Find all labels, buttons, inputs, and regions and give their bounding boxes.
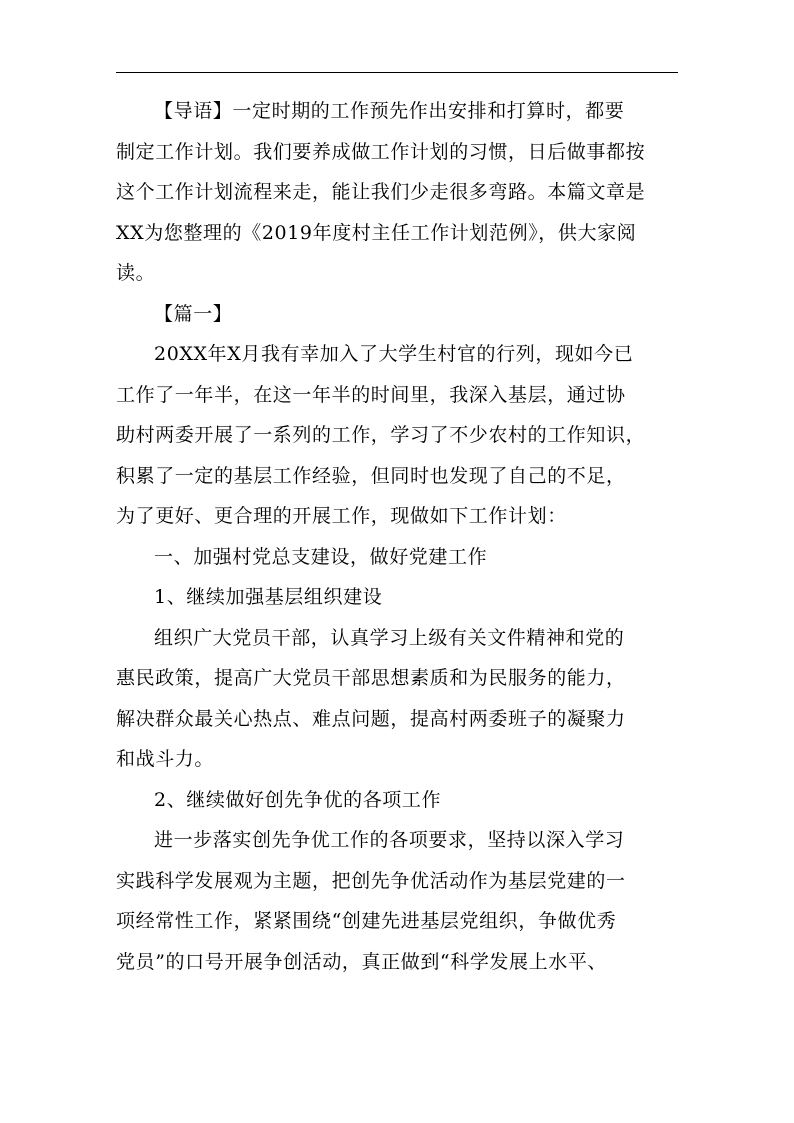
intro-line: 读。: [116, 262, 156, 284]
excellence-line: 进一步落实创先争优工作的各项要求，坚持以深入学习: [154, 829, 625, 851]
heading-party-building: 一、加强村党总支建设，做好党建工作: [154, 545, 488, 568]
organization-paragraph: [116, 618, 678, 780]
opening-line: 工作了一年半，在这一年半的时间里，我深入基层，通过协: [116, 383, 626, 406]
excellence-line: 项经常性工作，紧紧围绕“创建先进基层党组织，争做优秀: [116, 910, 617, 932]
organization-line: 组织广大党员干部，认真学习上级有关文件精神和党的: [154, 626, 625, 649]
organization-line: 和战斗力。: [116, 748, 215, 770]
section-title: 【篇一】: [154, 302, 233, 325]
organization-line: 解决群众最关心热点、难点问题，提高村两委班子的凝聚力: [116, 707, 626, 730]
opening-line: 为了更好、更合理的开展工作，现做如下工作计划：: [116, 505, 567, 527]
header-rule: [116, 72, 678, 73]
intro-line: XX为您整理的《2019年度村主任工作计划范例》，供大家阅: [116, 221, 637, 244]
opening-line: 助村两委开展了一系列的工作，学习了不少农村的工作知识，: [116, 424, 646, 446]
opening-line: 20XX年X月我有幸加入了大学生村官的行列，现如今已: [154, 343, 634, 365]
opening-line: 积累了一定的基层工作经验，但同时也发现了自己的不足，: [116, 464, 626, 487]
excellence-line: 党员”的口号开展争创活动，真正做到“科学发展上水平、: [116, 950, 608, 973]
excellence-paragraph: [116, 820, 678, 982]
opening-paragraph: [116, 334, 678, 537]
document-body: [116, 91, 678, 982]
intro-line: 【导语】一定时期的工作预先作出安排和打算时，都要: [154, 100, 625, 122]
subheading-excellence: 2、继续做好创先争优的各项工作: [154, 788, 442, 811]
organization-line: 惠民政策，提高广大党员干部思想素质和为民服务的能力，: [116, 667, 626, 689]
intro-line: 制定工作计划。我们要养成做工作计划的习惯，日后做事都按: [116, 140, 646, 163]
intro-line: 这个工作计划流程来走，能让我们少走很多弯路。本篇文章是: [116, 181, 646, 203]
intro-paragraph: [116, 91, 678, 294]
excellence-line: 实践科学发展观为主题，把创先争优活动作为基层党建的一: [116, 869, 626, 892]
subheading-organization: 1、继续加强基层组织建设: [154, 586, 383, 608]
